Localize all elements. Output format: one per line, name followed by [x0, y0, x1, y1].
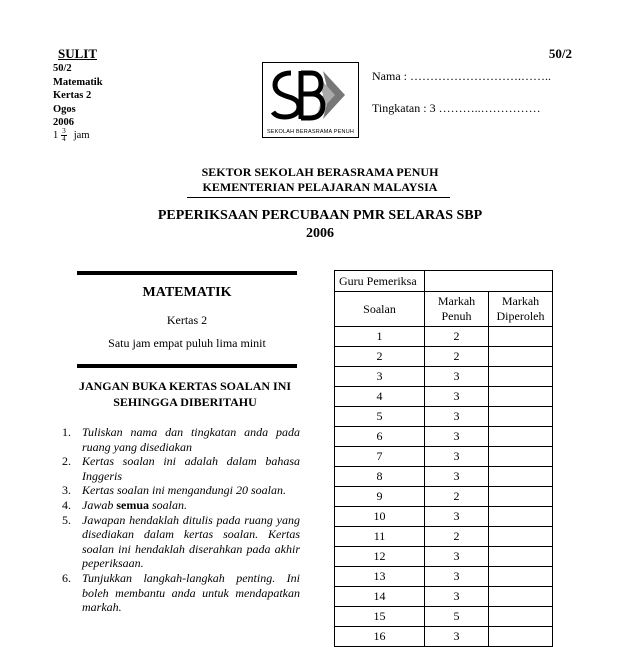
- instruction-item: [62, 571, 300, 615]
- exam-year: 2006: [306, 226, 334, 241]
- divider: [187, 197, 450, 198]
- col-header-question: Soalan: [335, 292, 425, 327]
- instruction-item: [62, 483, 300, 498]
- question-number-cell: 4: [335, 387, 425, 407]
- instruction-number: 4.: [62, 497, 71, 512]
- obtained-mark-cell[interactable]: [489, 567, 553, 587]
- paper-code-right: 50/2: [548, 46, 572, 61]
- meta-subject: Matematik: [53, 76, 103, 88]
- instruction-item: [62, 454, 300, 483]
- col-header-full-line-1: Markah: [437, 294, 476, 308]
- obtained-mark-cell[interactable]: [489, 407, 553, 427]
- col-header-full: [425, 292, 489, 327]
- instruction-number: 6.: [62, 570, 71, 585]
- table-row: [335, 447, 553, 467]
- question-number-cell: 3: [335, 367, 425, 387]
- thick-rule-bottom: [77, 364, 297, 368]
- time-whole: 1: [53, 130, 59, 141]
- exam-title: [120, 207, 520, 243]
- sbp-logo: [262, 62, 359, 138]
- full-mark-cell: 3: [425, 587, 489, 607]
- time-unit: jam: [73, 130, 90, 141]
- obtained-mark-cell[interactable]: [489, 587, 553, 607]
- table-row: [335, 547, 553, 567]
- instruction-item: [62, 425, 300, 454]
- table-row: [335, 367, 553, 387]
- warning-heading: [60, 378, 310, 410]
- sulit-label: SULIT: [58, 46, 98, 61]
- organization-line-1: SEKTOR SEKOLAH BERASRAMA PENUH: [201, 165, 439, 179]
- table-row: [335, 347, 553, 367]
- organization-heading: [150, 165, 490, 195]
- obtained-mark-cell[interactable]: [489, 327, 553, 347]
- question-number-cell: 15: [335, 607, 425, 627]
- obtained-mark-cell[interactable]: [489, 347, 553, 367]
- table-row: [335, 607, 553, 627]
- table-row: [335, 327, 553, 347]
- table-row: [335, 467, 553, 487]
- warning-line-2: SEHINGGA DIBERITAHU: [113, 395, 257, 409]
- col-header-obtained: [489, 292, 553, 327]
- instructions-list: [62, 425, 300, 615]
- full-mark-cell: 3: [425, 367, 489, 387]
- obtained-mark-cell[interactable]: [489, 367, 553, 387]
- obtained-mark-cell[interactable]: [489, 447, 553, 467]
- table-row: [335, 527, 553, 547]
- paper-meta: [53, 62, 103, 130]
- question-number-cell: 13: [335, 567, 425, 587]
- full-mark-cell: 3: [425, 427, 489, 447]
- full-mark-cell: 3: [425, 407, 489, 427]
- marks-table: [334, 270, 553, 647]
- table-row: [335, 407, 553, 427]
- instruction-text-bold: semua: [116, 497, 150, 512]
- obtained-mark-cell[interactable]: [489, 507, 553, 527]
- obtained-mark-cell[interactable]: [489, 487, 553, 507]
- question-number-cell: 7: [335, 447, 425, 467]
- full-mark-cell: 3: [425, 627, 489, 647]
- instruction-item: [62, 513, 300, 571]
- instruction-text-post: soalan.: [149, 497, 188, 512]
- examiner-signature-cell: [425, 271, 553, 292]
- full-mark-cell: 3: [425, 447, 489, 467]
- full-mark-cell: 3: [425, 567, 489, 587]
- table-row: [335, 587, 553, 607]
- question-number-cell: 9: [335, 487, 425, 507]
- meta-year: 2006: [53, 117, 74, 128]
- instruction-text: Tuliskan nama dan tingkatan anda pada ruang yang disediakan: [82, 425, 300, 454]
- question-number-cell: 10: [335, 507, 425, 527]
- instruction-text: Tunjukkan langkah-langkah penting. Ini boleh membantu anda untuk mendapatkan markah.: [82, 570, 300, 615]
- obtained-mark-cell[interactable]: [489, 527, 553, 547]
- meta-paper: Kertas 2: [53, 90, 92, 101]
- thick-rule-top: [77, 271, 297, 275]
- subject-title: MATEMATIK: [142, 285, 232, 300]
- table-row: [335, 507, 553, 527]
- full-mark-cell: 3: [425, 547, 489, 567]
- instruction-text: Kertas soalan ini mengandungi 20 soalan.: [82, 483, 287, 498]
- marks-header-row: [335, 292, 553, 327]
- exam-title-text: PEPERIKSAAN PERCUBAAN PMR SELARAS SBP: [157, 208, 483, 223]
- full-mark-cell: 2: [425, 487, 489, 507]
- form-field: Tingkatan : 3 ………..……………: [372, 101, 541, 115]
- examiner-label: Guru Pemeriksa: [335, 271, 425, 292]
- obtained-mark-cell[interactable]: [489, 607, 553, 627]
- table-row: [335, 427, 553, 447]
- time-denominator: 4: [62, 135, 66, 143]
- instruction-text: Jawapan hendaklah ditulis pada ruang yang disediakan dalam kertas soalan. Kertas soalan ini hendaklah diserahkan pada akhir peperiksaan.: [82, 512, 300, 571]
- obtained-mark-cell[interactable]: [489, 467, 553, 487]
- sbp-logo-icon: [263, 63, 357, 136]
- time-numerator: 3: [62, 127, 66, 135]
- organization-line-2: KEMENTERIAN PELAJARAN MALAYSIA: [202, 180, 438, 194]
- question-number-cell: 11: [335, 527, 425, 547]
- instruction-text: Kertas soalan ini adalah dalam bahasa Inggeris: [82, 454, 300, 483]
- time-fraction: [61, 128, 67, 143]
- name-field: Nama : ……………………….……..: [372, 69, 551, 83]
- full-mark-cell: 2: [425, 347, 489, 367]
- paper-duration: Satu jam empat puluh lima minit: [108, 336, 266, 350]
- time-allowed: [53, 128, 90, 143]
- instruction-item: [62, 498, 300, 513]
- instruction-number: 1.: [62, 425, 71, 439]
- col-header-obtained-line-1: Markah: [501, 294, 540, 308]
- logo-caption: SEKOLAH BERASRAMA PENUH: [266, 129, 355, 135]
- question-number-cell: 14: [335, 587, 425, 607]
- question-number-cell: 16: [335, 627, 425, 647]
- instruction-number: 2.: [62, 454, 71, 469]
- meta-month: Ogos: [53, 103, 76, 115]
- table-row: [335, 487, 553, 507]
- instruction-text-pre: Jawab: [82, 497, 117, 512]
- table-row: [335, 567, 553, 587]
- warning-line-1: JANGAN BUKA KERTAS SOALAN INI: [78, 379, 292, 393]
- question-number-cell: 12: [335, 547, 425, 567]
- full-mark-cell: 3: [425, 467, 489, 487]
- instruction-text: [82, 498, 300, 513]
- full-mark-cell: 3: [425, 387, 489, 407]
- full-mark-cell: 5: [425, 607, 489, 627]
- instruction-number: 5.: [62, 512, 71, 527]
- instruction-number: 3.: [62, 483, 71, 498]
- question-number-cell: 2: [335, 347, 425, 367]
- table-row: [335, 387, 553, 407]
- obtained-mark-cell[interactable]: [489, 547, 553, 567]
- full-mark-cell: 3: [425, 507, 489, 527]
- question-number-cell: 5: [335, 407, 425, 427]
- full-mark-cell: 2: [425, 527, 489, 547]
- question-number-cell: 8: [335, 467, 425, 487]
- obtained-mark-cell[interactable]: [489, 387, 553, 407]
- meta-code: 50/2: [53, 63, 72, 74]
- paper-number: Kertas 2: [166, 313, 208, 327]
- col-header-full-line-2: Penuh: [441, 309, 472, 323]
- question-number-cell: 6: [335, 427, 425, 447]
- question-number-cell: 1: [335, 327, 425, 347]
- col-header-obtained-line-2: Diperoleh: [496, 309, 545, 323]
- examiner-row: [335, 271, 553, 292]
- obtained-mark-cell[interactable]: [489, 427, 553, 447]
- full-mark-cell: 2: [425, 327, 489, 347]
